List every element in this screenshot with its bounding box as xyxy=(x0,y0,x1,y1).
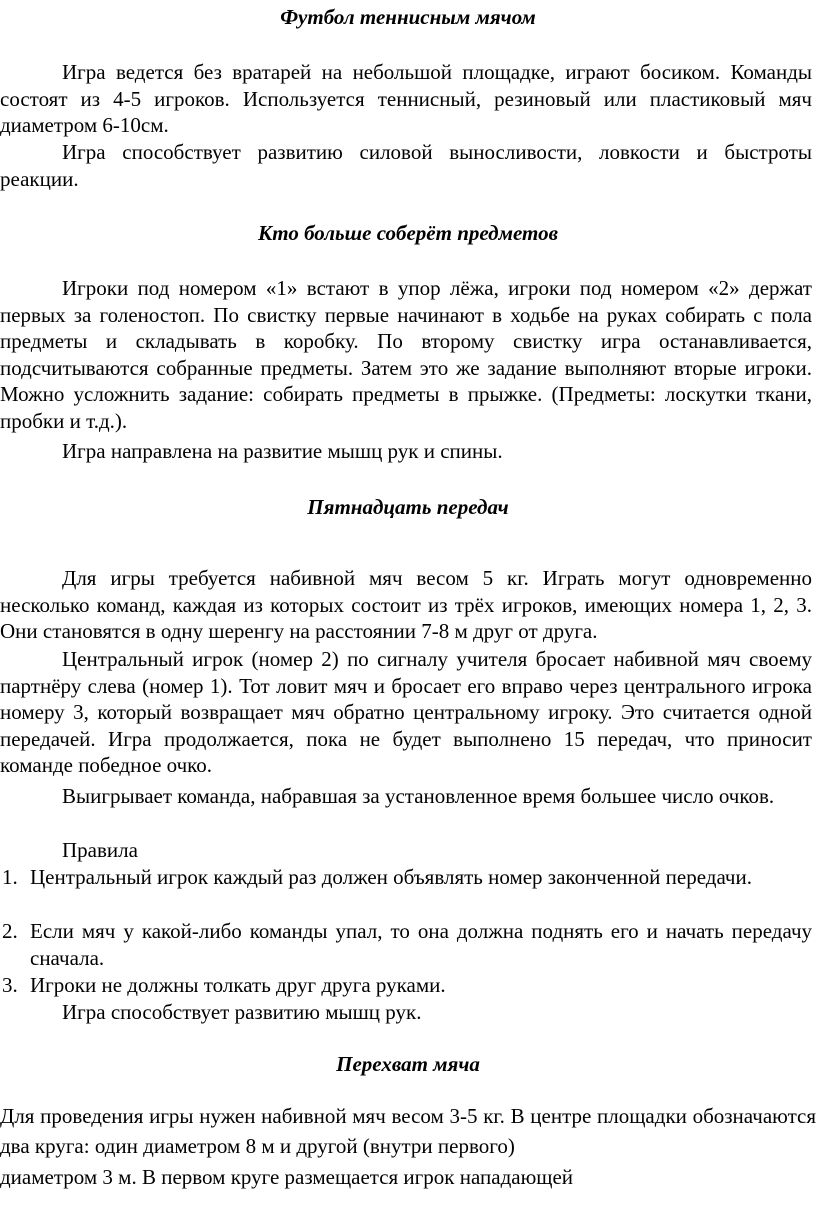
paragraph: Игроки под номером «1» встают в упор лёжа, игроки под номером «2» держат первых за голеностоп. По свистку первые начинают в ходьбе на руках собирать с пола предметы и складывать в коробку. По второму свистку игра останавливается, подсчитываются собранные предметы. Затем это же задание выполняют вторые игроки. Можно усложнить задание: собирать предметы в прыжке. (Предметы: лоскутки ткани, пробки и т.д.). xyxy=(0,276,812,433)
rules-label: Правила xyxy=(62,838,138,862)
section-title-tennis-football: Футбол теннисным мячом xyxy=(280,5,536,29)
list-number: 1. xyxy=(2,865,18,889)
list-text: Игроки не должны толкать друг друга руками. xyxy=(30,973,446,997)
list-item xyxy=(0,864,812,891)
section-title-collect-items: Кто больше соберёт предметов xyxy=(258,221,558,245)
section-title-fifteen-passes: Пятнадцать передач xyxy=(307,495,509,519)
list-number: 3. xyxy=(2,973,18,997)
paragraph: Игра способствует развитию силовой выносливости, ловкости и быстроты реакции. xyxy=(0,140,812,191)
paragraph: Выигрывает команда, набравшая за установленное время большее число очков. xyxy=(62,784,775,808)
paragraph-last-line: диаметром 3 м. В первом круге размещается игрок нападающей xyxy=(0,1165,573,1189)
paragraph: Игра ведется без вратарей на небольшой площадке, играют босиком. Команды состоят из 4-5 игроков. Используется теннисный, резиновый или пластиковый мяч диаметром 6-10см. xyxy=(0,60,812,137)
paragraph: Игра направлена на развитие мышц рук и спины. xyxy=(62,439,503,463)
list-number: 2. xyxy=(2,919,18,943)
section-title-ball-intercept: Перехват мяча xyxy=(336,1052,480,1076)
closing-line: Игра способствует развитию мышц рук. xyxy=(62,1000,422,1024)
paragraph: Для проведения игры нужен набивной мяч весом 3-5 кг. В центре площадки обозначаются два круга: один диаметром 8 м и другой (внутри первого) xyxy=(0,1104,816,1158)
paragraph: Центральный игрок (номер 2) по сигналу учителя бросает набивной мяч своему партнёру слева (номер 1). Тот ловит мяч и бросает его вправо через центрального игрока номеру 3, который возвращает мяч обратно центральному игроку. Это считается одной передачей. Игра продолжается, пока не будет выполнено 15 передач, что приносит команде победное очко. xyxy=(0,647,812,777)
list-text: Если мяч у какой-либо команды упал, то она должна поднять его и начать передачу сначала. xyxy=(30,919,812,970)
list-text: Центральный игрок каждый раз должен объявлять номер законченной передачи. xyxy=(30,865,752,889)
paragraph: Для игры требуется набивной мяч весом 5 кг. Играть могут одновременно несколько команд, каждая из которых состоит из трёх игроков, имеющих номера 1, 2, 3. Они становятся в одну шеренгу на расстоянии 7-8 м друг от друга. xyxy=(0,566,812,643)
list-item xyxy=(0,972,812,999)
list-item xyxy=(0,918,812,971)
